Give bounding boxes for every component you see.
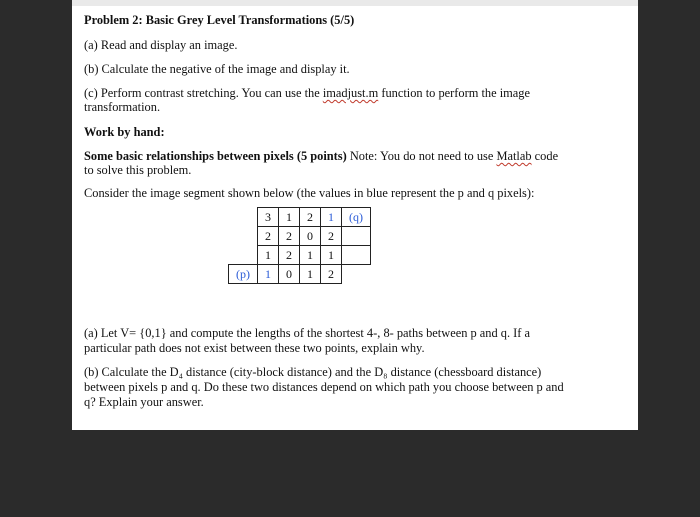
grid-cell bbox=[342, 227, 371, 246]
previous-page-edge bbox=[72, 0, 638, 6]
part-c-post: function to perform the image bbox=[378, 86, 530, 100]
grid-cell: 2 bbox=[321, 227, 342, 246]
question-a-line1: (a) Let V= {0,1} and compute the lengths of the shortest 4-, 8- paths between p and q. If a bbox=[84, 326, 531, 340]
question-b-line3: q? Explain your answer. bbox=[84, 395, 204, 409]
question-b-line1: (b) Calculate the D₄ distance (city-block distance) and the D₈ distance (chessboard distance) bbox=[84, 365, 542, 379]
relationships-text bbox=[84, 149, 558, 164]
grid-cell bbox=[229, 227, 258, 246]
imadjust-function: imadjust.m bbox=[322, 86, 379, 100]
part-c-pre: (c) Perform contrast stretching. You can use the bbox=[84, 86, 323, 100]
relationships-text-line2: to solve this problem. bbox=[84, 163, 192, 177]
grid-cell-q-value: 1 bbox=[321, 208, 342, 227]
relationships-bold: Some basic relationships between pixels (5 points) bbox=[84, 149, 347, 163]
consider-text: Consider the image segment shown below (the values in blue represent the p and q pixels): bbox=[84, 186, 535, 200]
grid-row bbox=[229, 227, 371, 246]
work-heading: Work by hand: bbox=[84, 125, 165, 139]
part-b-text: (b) Calculate the negative of the image and display it. bbox=[84, 62, 350, 76]
grid-cell bbox=[229, 208, 258, 227]
grid-cell bbox=[229, 246, 258, 265]
grid-cell bbox=[342, 246, 371, 265]
grid-cell-p-label: (p) bbox=[229, 265, 258, 284]
part-c-text bbox=[84, 86, 530, 101]
grid-cell: 3 bbox=[258, 208, 279, 227]
grid-cell: 0 bbox=[300, 227, 321, 246]
pixel-grid bbox=[228, 207, 371, 284]
grid-cell: 0 bbox=[279, 265, 300, 284]
question-b-line2: between pixels p and q. Do these two distances depend on which path you choose between p and bbox=[84, 380, 564, 394]
part-a-text: (a) Read and display an image. bbox=[84, 38, 238, 52]
relationships-note-pre: Note: You do not need to use bbox=[346, 149, 497, 163]
grid-cell: 1 bbox=[300, 246, 321, 265]
grid-cell bbox=[342, 265, 371, 284]
part-c-text-line2: transformation. bbox=[84, 100, 161, 114]
grid-cell: 2 bbox=[279, 227, 300, 246]
grid-row bbox=[229, 265, 371, 284]
grid-row bbox=[229, 246, 371, 265]
grid-cell: 2 bbox=[321, 265, 342, 284]
problem-title: Problem 2: Basic Grey Level Transformations (5/5) bbox=[84, 13, 355, 27]
grid-cell: 1 bbox=[300, 265, 321, 284]
relationships-note-post: code bbox=[531, 149, 559, 163]
grid-cell: 2 bbox=[279, 246, 300, 265]
grid-cell: 1 bbox=[258, 246, 279, 265]
question-a-line2: particular path does not exist between these two points, explain why. bbox=[84, 341, 425, 355]
grid-cell: 2 bbox=[300, 208, 321, 227]
document-page bbox=[72, 0, 638, 430]
grid-cell-q-label: (q) bbox=[342, 208, 371, 227]
grid-cell: 1 bbox=[279, 208, 300, 227]
grid-cell: 1 bbox=[321, 246, 342, 265]
matlab-word: Matlab bbox=[496, 149, 532, 163]
grid-row bbox=[229, 208, 371, 227]
grid-cell-p-value: 1 bbox=[258, 265, 279, 284]
grid-cell: 2 bbox=[258, 227, 279, 246]
